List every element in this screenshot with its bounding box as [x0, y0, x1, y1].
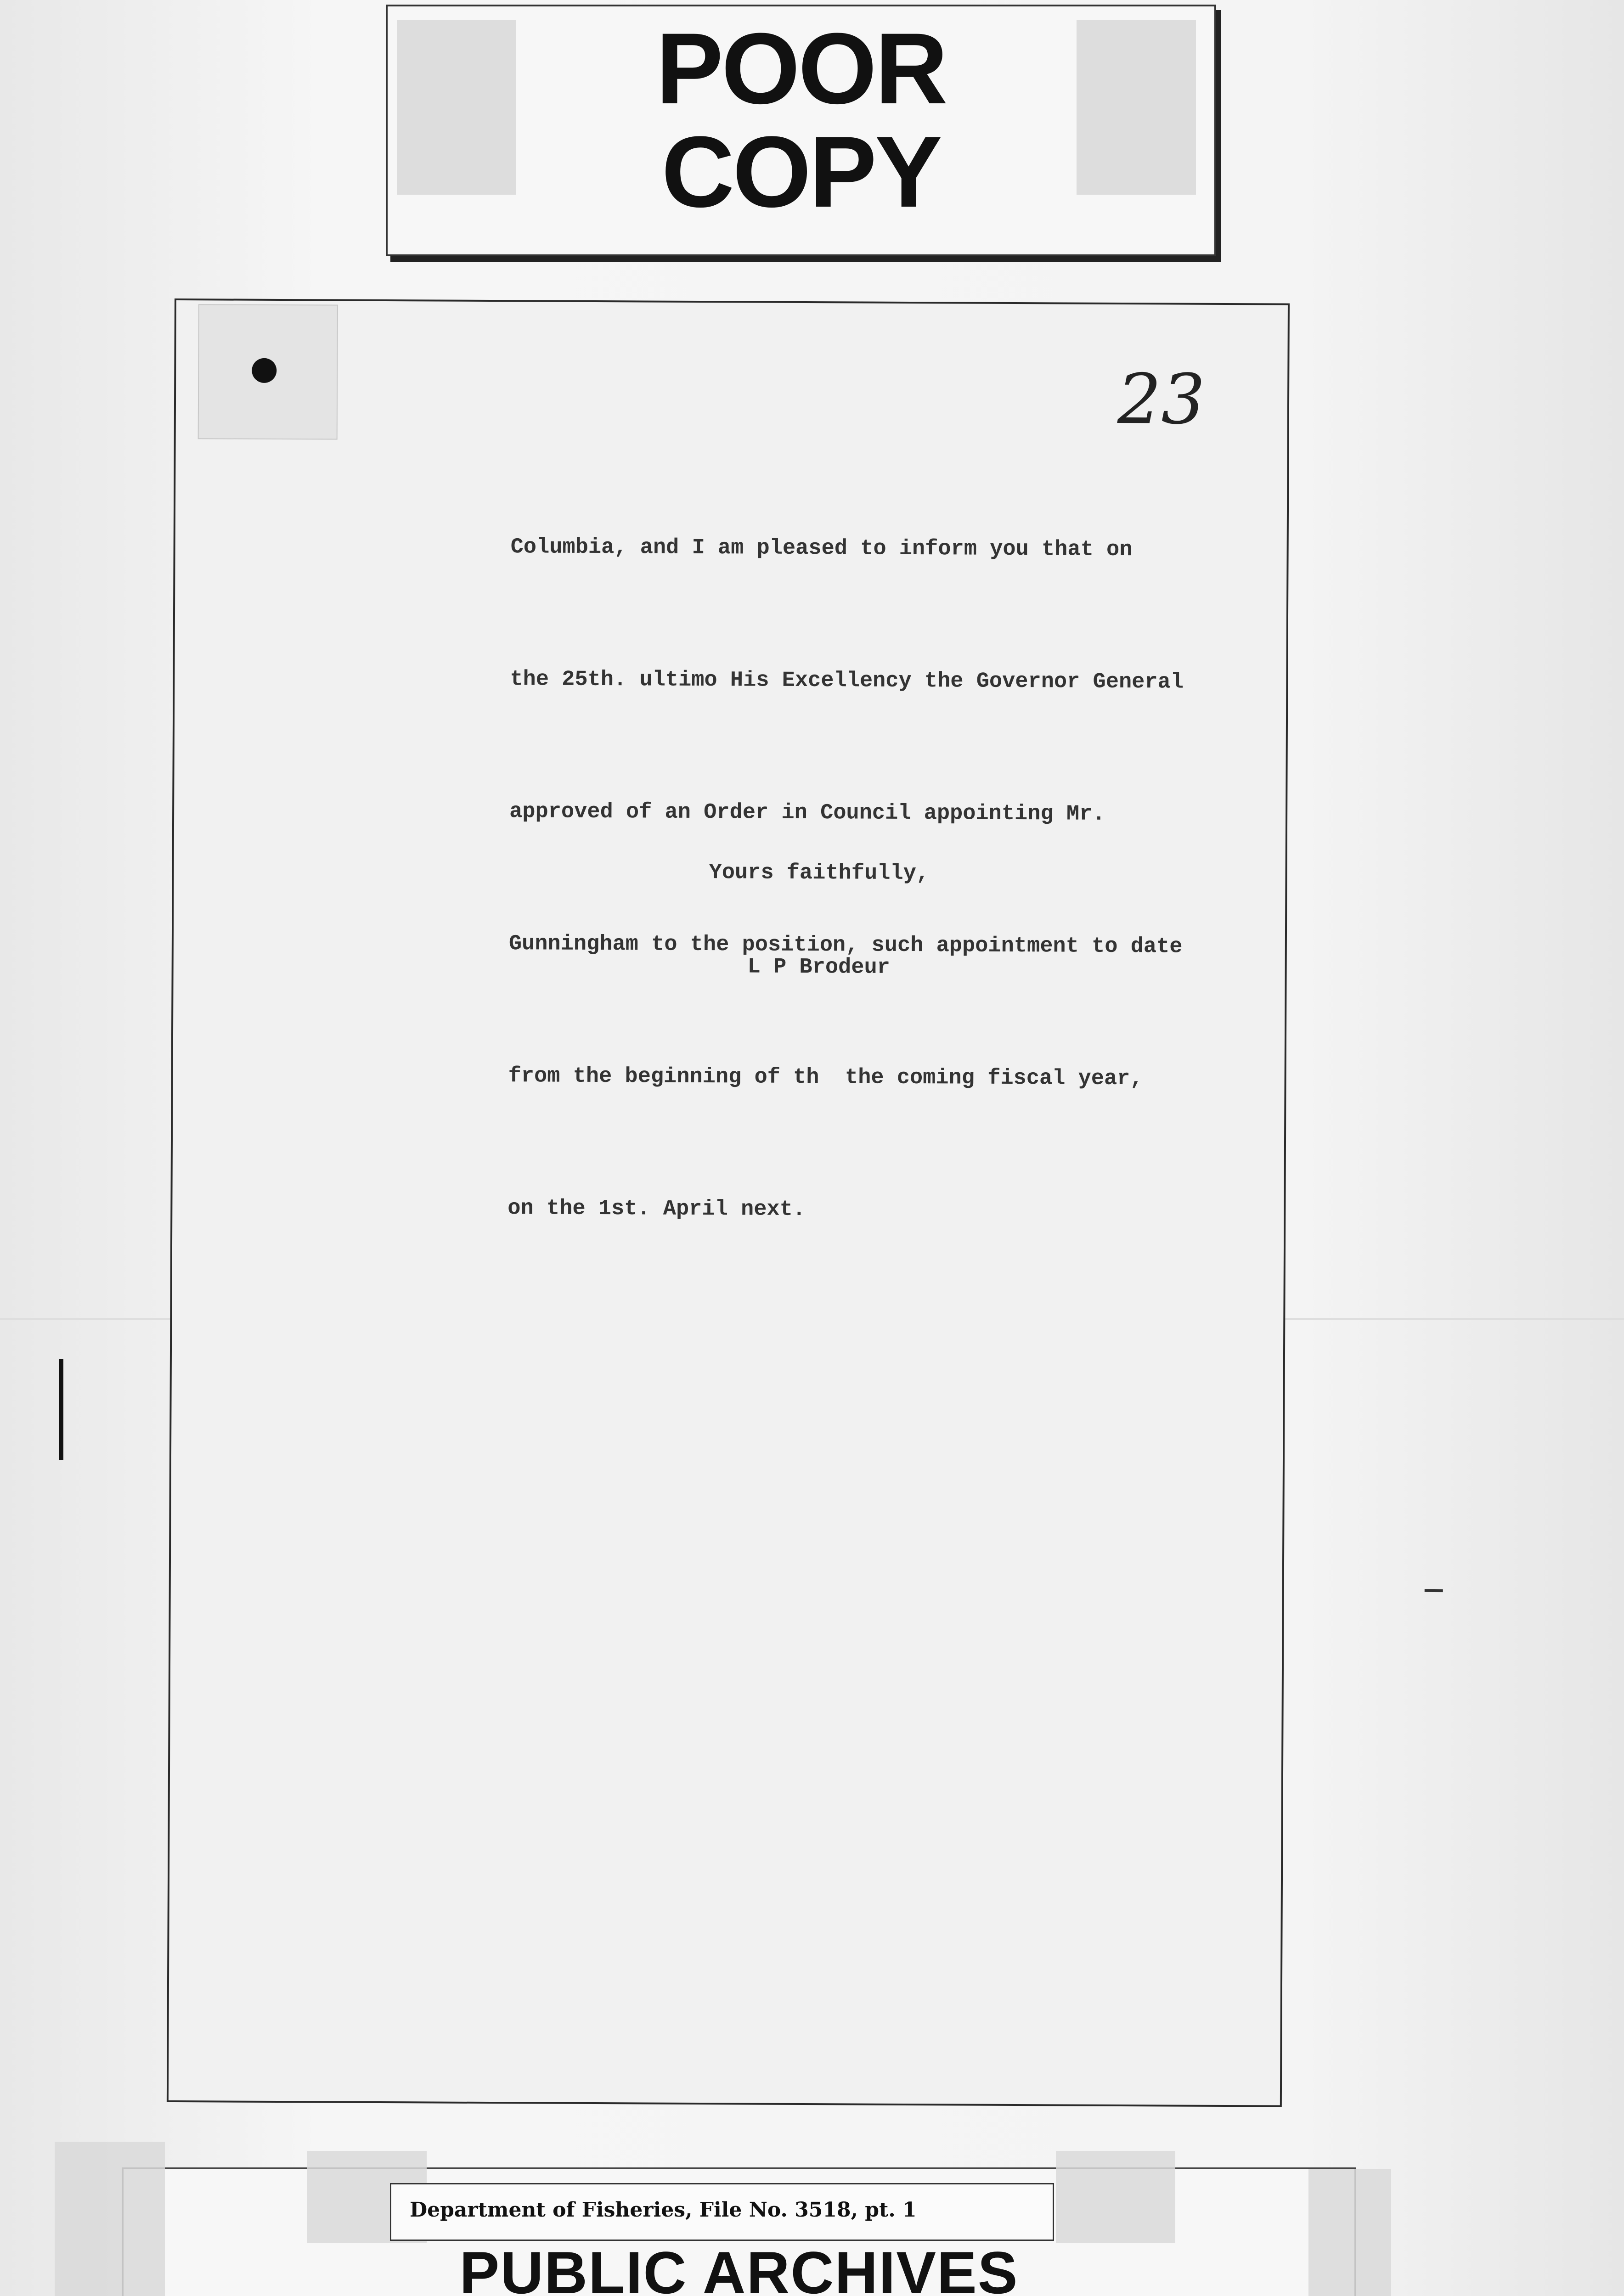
body-line: Columbia, and I am pleased to inform you that on [510, 535, 1133, 563]
poor-copy-line-1: POOR [656, 12, 946, 125]
closing: Yours faithfully, [709, 861, 930, 886]
archives-line-english: PUBLIC ARCHIVES [459, 2239, 1019, 2296]
signature: L P Brodeur [747, 955, 891, 980]
punch-hole [252, 358, 276, 383]
body-line: on the 1st. April next. [508, 1196, 806, 1222]
poor-copy-line-2: COPY [661, 115, 941, 228]
poor-copy-stamp [386, 5, 1216, 256]
margin-tick [1425, 1589, 1443, 1592]
body-line: the 25th. ultimo His Excellency the Governor General [510, 667, 1184, 695]
file-reference: Department of Fisheries, File No. 3518, pt. 1 [410, 2198, 917, 2222]
margin-mark [59, 1359, 63, 1460]
tape-strip [1056, 2151, 1175, 2243]
body-line: approved of an Order in Council appointing Mr. [509, 799, 1105, 827]
public-archives-stamp [122, 2167, 1356, 2296]
handwritten-page-number: 23 [1117, 359, 1206, 440]
file-reference-label [390, 2183, 1054, 2241]
body-line: Gunningham to the position, such appointment to date [508, 932, 1183, 959]
body-line: from the beginning of th the coming fiscal year, [508, 1064, 1143, 1092]
letter-page [167, 298, 1290, 2107]
